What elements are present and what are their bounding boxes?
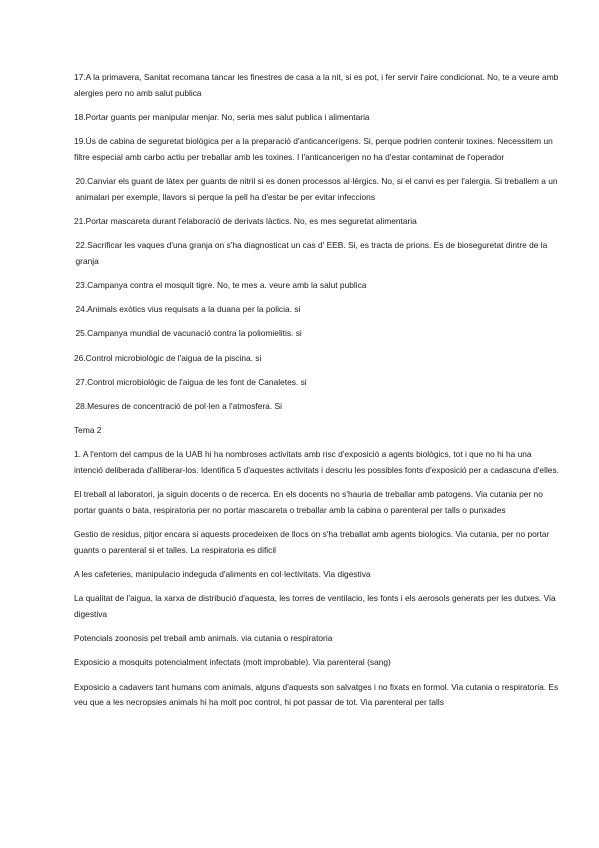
paragraph-23: 23.Campanya contra el mosquit tigre. No, te mes a. veure amb la salut publica [75,280,367,291]
answer-mosquits: Exposicio a mosquits potencialment infectats (molt improbable). Via parenteral (sang) [74,657,391,668]
question-1: 1. A l'entorn del campus de la UAB hi ha nombroses activitats amb risc d'exposició a agents biològics, tot i que no hi ha una intenció deliberada d'alliberar-los. Identifica 5 d'aquestes activitats i descriu les possibles fonts d'exposició per a cadascuna d'elles. [74,449,559,476]
paragraph-21: 21.Portar mascareta durant l'elaboració de derivats làctics. No, es mes seguretat alimentaria [74,215,417,226]
answer-cafeteries: A les cafeteries, manipulacio indeguda d'aliments en col·lectivitats. Via digestiva [74,569,371,580]
answer-laboratori: El treball al laboratori, ja siguin docents o de recerca. En els docents no s'hauria de treballar amb patogens. Via cutania per no portar guants o bata, respiratoria per no portar mascareta o treballar amb la cabina o parenteral per talls o punxades [74,489,543,516]
answer-aigua: La qualitat de l'aigua, la xarxa de distribució d'aquesta, les torres de ventilacio, les fonts i els aerosols generats per les dutxes. Via digestiva [74,593,556,620]
paragraph-18: 18.Portar guants per manipular menjar. No, seria mes salut publica i alimentaria [74,111,370,122]
section-heading: Tema 2 [74,425,102,436]
paragraph-22: 22.Sacrificar les vaques d'una granja on s'ha diagnosticat un cas d' EEB. Si, es tracta de prions. Es de bioseguretat dintre de la granja [75,240,548,266]
answer-residus: Gestio de residus, pitjor encara si aquests procedeixen de llocs on s'ha treballat amb agents biologics. Via cutania, per no portar guants o parenteral si et talles. La respiratoria es dificil [74,529,550,555]
answer-cadavers: Exposicio a cadavers tant humans com animals, alguns d'aquests son salvatges i no fixats en formol. Via cutania o respiratoria. Es veu que a les necropsies animals hi ha molt poc control, hi pot passar de tot. Via parenteral per talls [74,681,559,708]
paragraph-24: 24.Animals exòtics vius requisats a la duana per la policia. si [75,304,301,315]
paragraph-19: 19.Ús de cabina de seguretat biològica per a la preparació d'anticancerígens. Si, perque podrien contenir toxines. Necessitem un filtre especial amb carbo actiu per treballar amb les toxines. I l'anticancerigen no ha d'estar contaminat de l'operador [74,136,553,162]
paragraph-20: 20.Canviar els guant de làtex per guants de nitril si es donen processos al·lèrgics. No, si el canvi es per l'alergia. Si treballem a un animalari per exemple, llavors si perque la pell ha d'estar be per evitar infeccions [75,176,558,202]
paragraph-27: 27.Control microbiològic de l'aigua de les font de Canaletes. si [75,376,307,387]
answer-zoonosis: Potencials zoonosis pel treball amb animals. via cutania o respiratoria [74,633,333,644]
paragraph-28: 28.Mesures de concentració de pol·len a l'atmosfera. Si [75,401,282,412]
paragraph-26: 26.Control microbiològic de l'aigua de la piscina. si [74,352,262,363]
paragraph-25: 25.Campanya mundial de vacunació contra la poliomielitis. si [75,328,302,339]
paragraph-17: 17.A la primavera, Sanitat recomana tancar les finestres de casa a la nit, si es pot, i fer servir l'aire condicionat. No, te a veure amb alergies pero no amb salut publica [74,72,559,98]
